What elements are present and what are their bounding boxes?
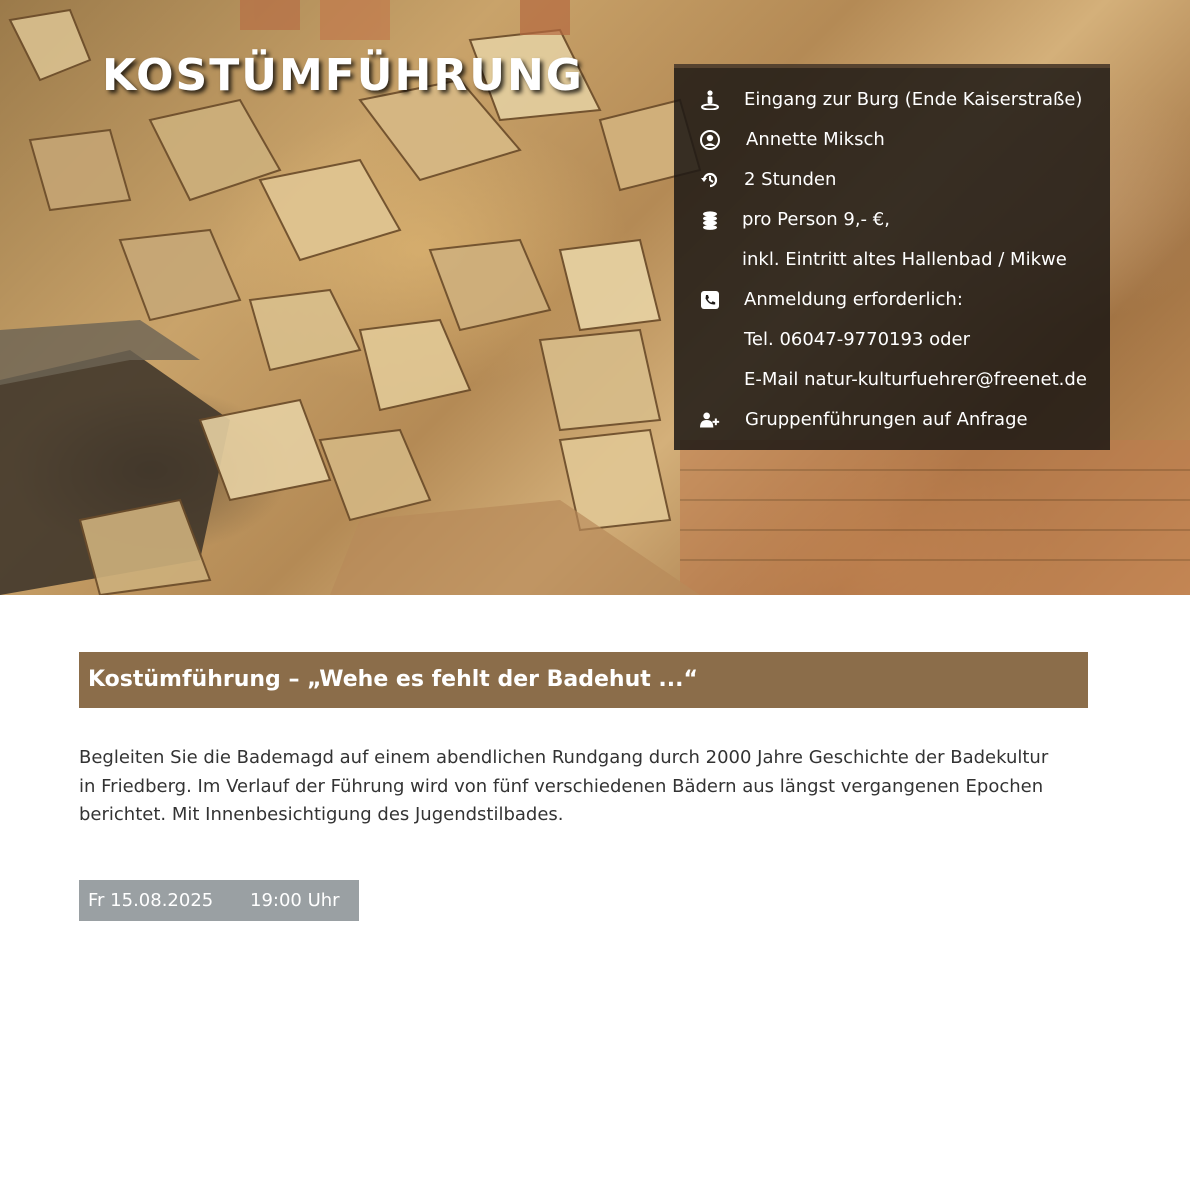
event-date-row: [79, 880, 359, 921]
info-row-phone: [674, 320, 1110, 360]
event-title: Kostümführung – „Wehe es fehlt der Badehut ...“: [88, 667, 698, 692]
info-row-registration: [674, 280, 1110, 320]
info-row-guide: [674, 120, 1110, 160]
info-text: Tel. 06047-9770193 oder: [744, 329, 971, 350]
tour-info-box: [674, 64, 1110, 450]
info-row-price: [674, 200, 1110, 240]
event-description: Begleiten Sie die Bademagd auf einem abendlichen Rundgang durch 2000 Jahre Geschichte der Badekultur in Friedberg. Im Verlauf der Führung wird von fünf verschiedenen Bädern aus längst vergangenen Epochen berichtet. Mit Innenbesichtigung des Jugendstilbades.: [79, 747, 1049, 825]
info-text: inkl. Eintritt altes Hallenbad / Mikwe: [742, 249, 1067, 270]
phone-square-icon: [700, 290, 720, 310]
history-icon: [700, 170, 720, 190]
info-text: Eingang zur Burg (Ende Kaiserstraße): [744, 89, 1083, 110]
user-plus-icon: [700, 410, 720, 430]
event-date: Fr 15.08.2025: [88, 890, 214, 911]
info-row-meeting-point: [674, 80, 1110, 120]
page-title: KOSTÜMFÜHRUNG: [102, 50, 584, 101]
info-text: 2 Stunden: [744, 169, 837, 190]
person-standing-icon: [700, 90, 720, 110]
info-row-price-detail: [674, 240, 1110, 280]
info-text: Annette Miksch: [746, 129, 885, 150]
info-row-duration: [674, 160, 1110, 200]
info-row-email: [674, 360, 1110, 400]
info-text: Anmeldung erforderlich:: [744, 289, 963, 310]
info-text: Gruppenführungen auf Anfrage: [745, 409, 1028, 430]
info-text: pro Person 9,- €,: [742, 209, 890, 230]
event-heading-bar: [79, 652, 1088, 708]
coins-icon: [700, 210, 720, 230]
event-time: 19:00 Uhr: [250, 890, 340, 911]
info-row-groups: [674, 400, 1110, 440]
info-text: E-Mail natur-kulturfuehrer@freenet.de: [744, 369, 1087, 390]
user-circle-icon: [700, 130, 720, 150]
